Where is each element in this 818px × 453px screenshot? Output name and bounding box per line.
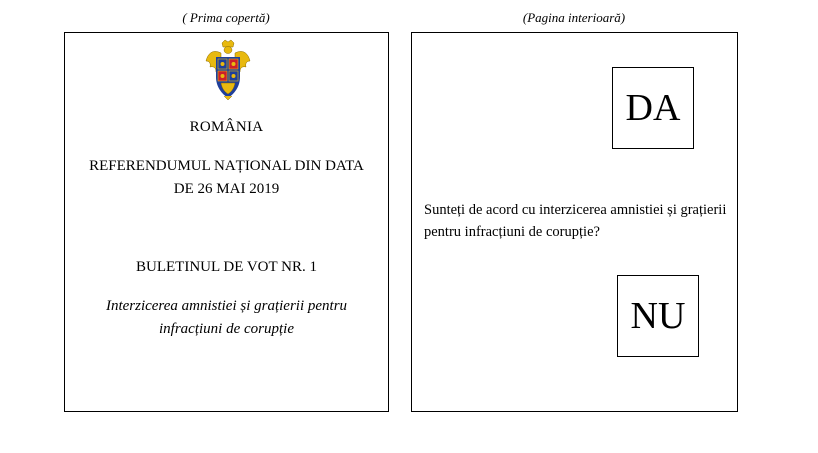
ballot-number: BULETINUL DE VOT NR. 1 <box>136 259 317 275</box>
no-label: NU <box>630 295 686 337</box>
referendum-question: Sunteți de acord cu interzicerea amnistiei și grațierii pentru infracțiuni de corupție? <box>424 202 727 240</box>
country-name: ROMÂNIA <box>189 119 264 135</box>
ballot-cover-page <box>64 32 389 412</box>
no-vote-box[interactable] <box>617 275 699 357</box>
referendum-title: REFERENDUMUL NAȚIONAL DIN DATA DE 26 MAI 2019 <box>89 158 364 197</box>
ballot-subject: Interzicerea amnistiei și grațierii pentru infracțiuni de corupție <box>105 298 348 337</box>
romania-coat-of-arms-icon <box>205 39 251 101</box>
yes-label: DA <box>625 87 681 129</box>
cover-caption: ( Prima copertă) <box>182 10 270 25</box>
inside-caption: (Pagina interioară) <box>522 10 626 25</box>
yes-vote-box[interactable] <box>612 67 694 149</box>
ballot-inside-page <box>411 32 738 412</box>
